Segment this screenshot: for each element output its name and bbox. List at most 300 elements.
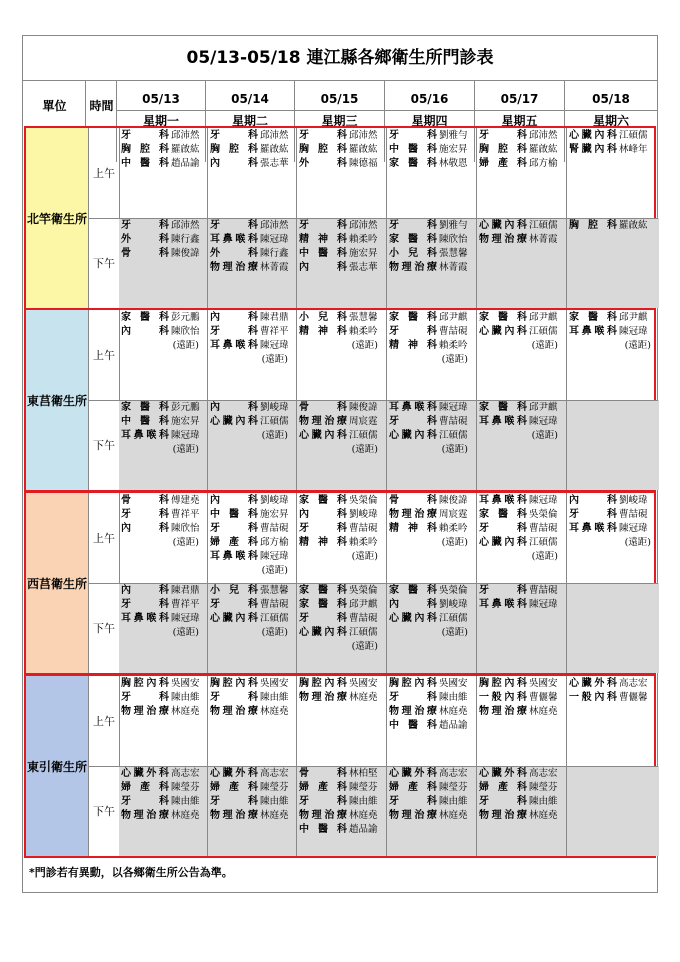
clinic-schedule-sheet (22, 35, 658, 893)
clinic-entry (477, 767, 566, 781)
schedule-cell (387, 310, 477, 400)
doctor-name: 賴柔吟 (349, 234, 378, 245)
clinic-entry (208, 781, 296, 795)
department: 精神科 (299, 234, 347, 245)
department: 家醫科 (389, 158, 437, 169)
clinic-entry (297, 522, 386, 536)
department: 內科 (299, 262, 347, 273)
doctor-name: 邱沛然 (260, 130, 289, 141)
remote-note: (遠距) (624, 340, 651, 351)
department: 胸腔科 (479, 144, 527, 155)
doctor-name: 陳瑩芬 (349, 782, 378, 793)
clinic-entry (387, 247, 476, 261)
doctor-name: 陳由維 (529, 796, 558, 807)
clinic-entry (119, 598, 207, 612)
am-pm-divider (89, 218, 658, 219)
department: 家醫科 (299, 495, 347, 506)
department: 內科 (210, 495, 258, 506)
footer-note: *門診若有異動，以各鄉衛生所公告為準。 (29, 866, 233, 879)
remote-note: (遠距) (351, 340, 378, 351)
clinic-entry (119, 795, 207, 809)
clinic-entry (567, 325, 659, 339)
department: 家醫科 (121, 312, 169, 323)
schedule-cell (477, 493, 567, 583)
department: 外科 (299, 158, 347, 169)
department: 內科 (389, 599, 437, 610)
department: 耳鼻喉科 (389, 402, 437, 413)
doctor-name: 彭元鵬 (171, 312, 200, 323)
doctor-name: 陳欣怡 (439, 234, 468, 245)
day-date: 05/15 (320, 92, 359, 106)
department: 心臟外科 (389, 768, 437, 779)
department: 物理治療 (479, 810, 527, 821)
department: 物理治療 (299, 692, 347, 703)
doctor-name: 江碩儒 (439, 430, 468, 441)
doctor-name: 邱沛然 (171, 130, 200, 141)
doctor-name: 曹喆硯 (349, 523, 378, 534)
department: 牙科 (121, 796, 169, 807)
clinic-entry (387, 767, 476, 781)
department: 耳鼻喉科 (210, 551, 258, 562)
department: 物理治療 (389, 262, 437, 273)
schedule-cell (297, 218, 387, 308)
doctor-name: 陳冠瑋 (529, 416, 558, 427)
doctor-name: 林庭堯 (171, 810, 200, 821)
doctor-name: 邱沛然 (349, 130, 378, 141)
department: 中醫科 (299, 824, 347, 835)
doctor-name: 吳國安 (529, 678, 558, 689)
clinic-entry (119, 429, 207, 443)
clinic-entry (387, 261, 476, 275)
department: 內科 (210, 312, 258, 323)
clinic-entry (297, 584, 386, 598)
department: 心臟內科 (569, 130, 617, 141)
clinic-entry (208, 598, 296, 612)
clinic-entry (477, 311, 566, 325)
department: 耳鼻喉科 (210, 340, 258, 351)
remote-note: (遠距) (624, 537, 651, 548)
clinic-entry (208, 143, 296, 157)
schedule-cell (567, 128, 659, 218)
clinic-entry (297, 247, 386, 261)
department: 牙科 (299, 613, 347, 624)
clinic-entry (208, 129, 296, 143)
doctor-name: 陳冠瑋 (439, 402, 468, 413)
doctor-name: 劉峻瑋 (619, 495, 648, 506)
day-weekday: 星期六 (592, 114, 629, 128)
day-weekday: 星期四 (411, 114, 448, 128)
am-pm-divider (89, 583, 658, 584)
doctor-name: 周宸霆 (439, 509, 468, 520)
clinic-entry (208, 522, 296, 536)
department: 家醫科 (389, 585, 437, 596)
department: 耳鼻喉科 (569, 326, 617, 337)
department: 骨科 (121, 495, 169, 506)
schedule-cell (477, 766, 567, 856)
doctor-name: 邱尹麒 (439, 312, 468, 323)
doctor-name: 曹祥平 (260, 326, 289, 337)
doctor-name: 吳國安 (439, 678, 468, 689)
clinic-entry (567, 143, 659, 157)
doctor-name: 曹喆硯 (439, 326, 468, 337)
department: 牙科 (210, 796, 258, 807)
department: 物理治療 (389, 706, 437, 717)
schedule-cell (119, 766, 208, 856)
department: 婦產科 (479, 158, 527, 169)
clinic-entry (477, 536, 566, 550)
am-pm-divider (89, 766, 658, 767)
clinic-entry (297, 415, 386, 429)
clinic-entry (297, 311, 386, 325)
doctor-name: 江碩儒 (260, 416, 289, 427)
clinic-entry (297, 219, 386, 233)
clinic-entry (387, 781, 476, 795)
doctor-name: 劉峻瑋 (439, 599, 468, 610)
remote-note: (遠距) (172, 537, 199, 548)
schedule-cell (119, 128, 208, 218)
department: 精神科 (389, 523, 437, 534)
clinic-entry (119, 508, 207, 522)
department: 小兒科 (210, 585, 258, 596)
department: 內科 (299, 509, 347, 520)
department: 內科 (569, 495, 617, 506)
clinic-entry (387, 612, 476, 626)
doctor-name: 邱沛然 (349, 220, 378, 231)
clinic-entry (208, 536, 296, 550)
schedule-cell (297, 400, 387, 490)
doctor-name: 陳瑩芬 (529, 782, 558, 793)
remote-note: (遠距) (172, 340, 199, 351)
period-label-pm: 下午 (89, 766, 120, 856)
department: 牙科 (299, 523, 347, 534)
doctor-name: 江碩儒 (349, 430, 378, 441)
clinic-entry (387, 795, 476, 809)
doctor-name: 陳德福 (349, 158, 378, 169)
clinic-entry (119, 705, 207, 719)
clinic-entry (208, 311, 296, 325)
schedule-cell (477, 218, 567, 308)
doctor-name: 周宸霆 (349, 416, 378, 427)
clinic-entry (297, 691, 386, 705)
clinic-entry (208, 325, 296, 339)
schedule-cell (208, 493, 297, 583)
doctor-name: 林菁霞 (260, 262, 289, 273)
department: 婦產科 (210, 537, 258, 548)
period-label-pm: 下午 (89, 583, 120, 673)
department: 牙科 (210, 326, 258, 337)
header-divider (117, 110, 657, 111)
clinic-entry (387, 584, 476, 598)
department: 婦產科 (479, 782, 527, 793)
clinic-entry (477, 401, 566, 415)
remote-note: (遠距) (261, 354, 288, 365)
department: 胸腔科 (569, 220, 617, 231)
doctor-name: 吳國安 (260, 678, 289, 689)
department: 內科 (121, 523, 169, 534)
department: 物理治療 (389, 810, 437, 821)
clinic-entry (567, 691, 659, 705)
clinic-entry (387, 809, 476, 823)
department: 心臟內科 (299, 430, 347, 441)
department: 胸腔科 (299, 144, 347, 155)
clinic-entry (477, 233, 566, 247)
department: 精神科 (389, 340, 437, 351)
schedule-cell (567, 218, 659, 308)
doctor-name: 陳俊諱 (439, 495, 468, 506)
department: 牙科 (479, 585, 527, 596)
doctor-name: 曹喆硯 (260, 599, 289, 610)
department: 家醫科 (389, 312, 437, 323)
clinic-entry (297, 429, 386, 443)
department: 牙科 (210, 692, 258, 703)
schedule-cell (387, 676, 477, 766)
department: 中醫科 (389, 720, 437, 731)
clinic-entry (208, 809, 296, 823)
doctor-name: 林庭堯 (349, 692, 378, 703)
doctor-name: 林菁霞 (439, 262, 468, 273)
doctor-name: 高志宏 (439, 768, 468, 779)
department: 一般內科 (479, 692, 527, 703)
schedule-cell (208, 766, 297, 856)
schedule-cell (119, 400, 208, 490)
doctor-name: 邱方榆 (529, 158, 558, 169)
department: 家醫科 (569, 312, 617, 323)
schedule-cell (387, 400, 477, 490)
schedule-cell (119, 493, 208, 583)
clinic-entry (297, 143, 386, 157)
schedule-cell (297, 310, 387, 400)
schedule-cell (387, 766, 477, 856)
department: 牙科 (389, 692, 437, 703)
time-header-label: 時間 (89, 99, 114, 113)
doctor-name: 張慧馨 (349, 312, 378, 323)
schedule-cell (297, 128, 387, 218)
clinic-entry (208, 584, 296, 598)
doctor-name: 林庭堯 (529, 810, 558, 821)
department: 牙科 (121, 599, 169, 610)
clinic-entry (208, 494, 296, 508)
facility-block (24, 308, 656, 492)
department: 外科 (121, 234, 169, 245)
clinic-entry (567, 494, 659, 508)
clinic-entry (477, 809, 566, 823)
doctor-name: 施宏昇 (260, 509, 289, 520)
department: 耳鼻喉科 (121, 430, 169, 441)
schedule-cell (208, 218, 297, 308)
department: 婦產科 (210, 782, 258, 793)
clinic-entry (477, 219, 566, 233)
clinic-entry (297, 494, 386, 508)
clinic-entry (387, 522, 476, 536)
department: 物理治療 (299, 810, 347, 821)
clinic-entry (567, 522, 659, 536)
clinic-entry (208, 691, 296, 705)
remote-note: (遠距) (172, 444, 199, 455)
doctor-name: 吳榮倫 (529, 509, 558, 520)
department: 耳鼻喉科 (479, 495, 527, 506)
doctor-name: 賴柔吟 (349, 326, 378, 337)
doctor-name: 林敬恩 (439, 158, 468, 169)
clinic-entry (297, 536, 386, 550)
facility-block (24, 491, 656, 675)
clinic-entry (119, 311, 207, 325)
clinic-entry (387, 339, 476, 353)
department: 耳鼻喉科 (479, 416, 527, 427)
remote-note: (遠距) (531, 340, 558, 351)
doctor-name: 江碩儒 (349, 627, 378, 638)
clinic-entry (119, 247, 207, 261)
clinic-entry (297, 157, 386, 171)
clinic-entry (208, 677, 296, 691)
department: 內科 (210, 402, 258, 413)
department: 胸腔內科 (121, 678, 169, 689)
remote-note: (遠距) (441, 444, 468, 455)
clinic-entry (208, 401, 296, 415)
doctor-name: 邱方榆 (260, 537, 289, 548)
clinic-entry (297, 598, 386, 612)
schedule-cell (297, 766, 387, 856)
clinic-entry (119, 401, 207, 415)
am-pm-divider (89, 400, 658, 401)
department: 婦產科 (121, 782, 169, 793)
schedule-cell (477, 400, 567, 490)
doctor-name: 吳國安 (171, 678, 200, 689)
clinic-entry (119, 219, 207, 233)
schedule-cell (297, 676, 387, 766)
doctor-name: 陳冠瑋 (619, 326, 648, 337)
department: 牙科 (479, 523, 527, 534)
doctor-name: 林峰年 (619, 144, 648, 155)
day-weekday: 星期二 (231, 114, 268, 128)
department: 中醫科 (299, 248, 347, 259)
department: 小兒科 (299, 312, 347, 323)
department: 牙科 (389, 796, 437, 807)
department: 耳鼻喉科 (569, 523, 617, 534)
department: 牙科 (479, 796, 527, 807)
schedule-cell (477, 310, 567, 400)
doctor-name: 羅啟紘 (260, 144, 289, 155)
clinic-entry (477, 325, 566, 339)
doctor-name: 吳國安 (349, 678, 378, 689)
doctor-name: 劉峻瑋 (260, 495, 289, 506)
doctor-name: 邱尹麒 (529, 402, 558, 413)
doctor-name: 曹喆硯 (260, 523, 289, 534)
clinic-entry (297, 781, 386, 795)
doctor-name: 陳瑩芬 (260, 782, 289, 793)
doctor-name: 曹喆硯 (439, 416, 468, 427)
facility-name: 東引衛生所 (26, 676, 89, 856)
doctor-name: 陳君鼎 (260, 312, 289, 323)
doctor-name: 江碩儒 (529, 537, 558, 548)
department: 胸腔科 (210, 144, 258, 155)
department: 物理治療 (121, 706, 169, 717)
clinic-entry (297, 261, 386, 275)
doctor-name: 陳由維 (260, 692, 289, 703)
department: 胸腔內科 (389, 678, 437, 689)
department: 心臟內科 (389, 430, 437, 441)
doctor-name: 邱沛然 (171, 220, 200, 231)
clinic-entry (297, 626, 386, 640)
doctor-name: 林柏堅 (349, 768, 378, 779)
clinic-entry (208, 339, 296, 353)
doctor-name: 趙品諭 (439, 720, 468, 731)
clinic-entry (208, 415, 296, 429)
schedule-cell (387, 583, 477, 673)
facility-name: 西莒衛生所 (26, 493, 89, 673)
remote-note: (遠距) (172, 627, 199, 638)
doctor-name: 高志宏 (171, 768, 200, 779)
department: 胸腔內科 (210, 678, 258, 689)
page-title: 05/13-05/18 連江縣各鄉衛生所門診表 (23, 36, 657, 81)
remote-note: (遠距) (351, 444, 378, 455)
department: 牙科 (569, 509, 617, 520)
doctor-name: 陳由維 (171, 796, 200, 807)
schedule-cell (119, 676, 208, 766)
department: 胸腔科 (121, 144, 169, 155)
department: 耳鼻喉科 (210, 234, 258, 245)
facility-block (24, 126, 656, 310)
period-label-pm: 下午 (89, 218, 120, 308)
department: 心臟外科 (569, 678, 617, 689)
doctor-name: 林庭堯 (439, 810, 468, 821)
department: 內科 (121, 585, 169, 596)
schedule-cell (477, 676, 567, 766)
doctor-name: 陳冠瑋 (619, 523, 648, 534)
department: 精神科 (299, 326, 347, 337)
doctor-name: 彭元鵬 (171, 402, 200, 413)
clinic-entry (297, 795, 386, 809)
clinic-entry (119, 415, 207, 429)
doctor-name: 陳俊諱 (171, 248, 200, 259)
department: 牙科 (479, 130, 527, 141)
day-date: 05/14 (231, 92, 269, 106)
clinic-entry (477, 781, 566, 795)
department: 心臟外科 (121, 768, 169, 779)
clinic-entry (208, 705, 296, 719)
period-label-pm: 下午 (89, 400, 120, 490)
schedule-cell (208, 400, 297, 490)
department: 物理治療 (210, 706, 258, 717)
department: 牙科 (210, 523, 258, 534)
remote-note: (遠距) (261, 565, 288, 576)
remote-note: (遠距) (351, 641, 378, 652)
schedule-cell (387, 128, 477, 218)
period-label-am: 上午 (89, 310, 120, 400)
clinic-entry (208, 795, 296, 809)
clinic-entry (387, 129, 476, 143)
schedule-cell (208, 583, 297, 673)
clinic-entry (387, 677, 476, 691)
department: 內科 (210, 158, 258, 169)
department: 牙科 (210, 130, 258, 141)
department: 精神科 (299, 537, 347, 548)
department: 牙科 (210, 220, 258, 231)
doctor-name: 劉峻瑋 (260, 402, 289, 413)
clinic-entry (387, 157, 476, 171)
clinic-entry (387, 325, 476, 339)
department: 中醫科 (210, 509, 258, 520)
doctor-name: 陳冠瑋 (260, 234, 289, 245)
doctor-name: 施宏昇 (171, 416, 200, 427)
clinic-entry (387, 429, 476, 443)
doctor-name: 高志宏 (260, 768, 289, 779)
department: 骨科 (299, 768, 347, 779)
doctor-name: 陳行鑫 (171, 234, 200, 245)
department: 牙科 (389, 416, 437, 427)
clinic-entry (387, 401, 476, 415)
clinic-entry (477, 795, 566, 809)
doctor-name: 邱沛然 (529, 130, 558, 141)
